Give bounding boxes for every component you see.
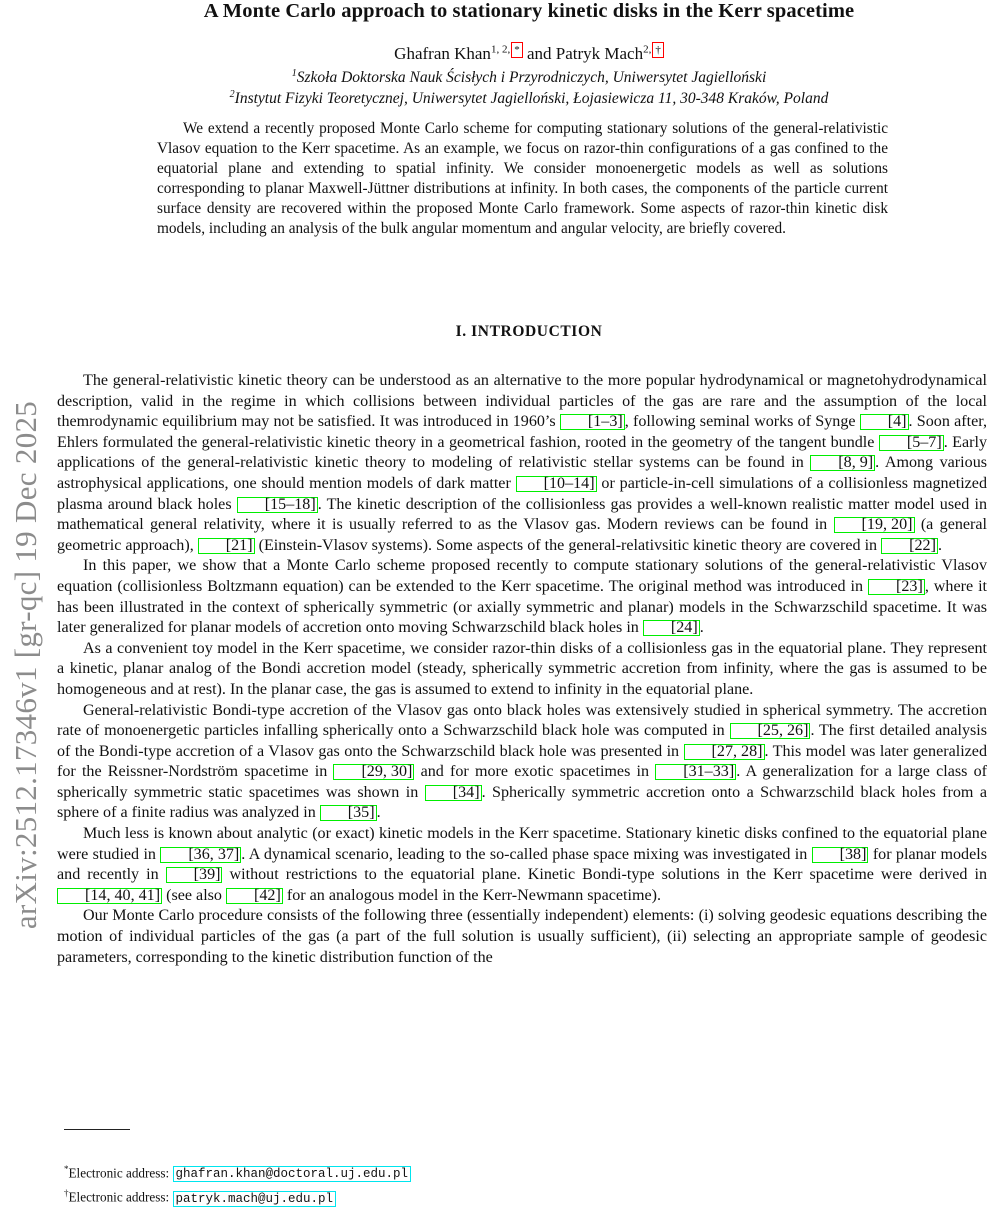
paragraph-text: (see also [162, 886, 226, 904]
paragraph-text: . Spherically symmetric accretion onto a Schwarzschild black holes from a sphere of a finite radius was analyzed in [57, 783, 988, 822]
citation-link[interactable]: [5–7] [879, 435, 944, 451]
paragraph-text: , following seminal works of Synge [624, 413, 860, 431]
footnote-1 [64, 1160, 411, 1184]
citation-link[interactable]: [22] [881, 538, 938, 554]
footnote-link[interactable]: * [511, 42, 523, 58]
paragraph-text: (a general geometric approach), [57, 516, 987, 554]
footnote-mark: * [64, 1164, 69, 1174]
citation-link[interactable]: [31–33] [655, 764, 736, 780]
arxiv-stamp-text: arXiv:2512.17346v1 [gr-qc] 19 Dec 2025 [8, 400, 43, 930]
affiliation-text: Instytut Fizyki Teoretycznej, Uniwersytet Jagielloński, Łojasiewicza 11, 30-348 Kraków, Poland [234, 90, 829, 108]
affiliation-superscript: 1, 2, [490, 43, 511, 56]
paragraph-text: . [376, 804, 381, 822]
citation-link[interactable]: [19, 20] [834, 517, 915, 533]
paragraph-text: . [699, 619, 704, 637]
footnotes [64, 1160, 411, 1209]
citation-link[interactable]: [36, 37] [160, 847, 241, 863]
paragraph-text: . The first detailed analysis of the Bondi-type accretion of a Vlasov gas onto the Schwarzschild black hole was presented in [57, 722, 988, 760]
citation-link[interactable]: [15–18] [237, 497, 318, 513]
citation-link[interactable]: [25, 26] [730, 723, 811, 739]
paragraph-text: Much less is known about analytic (or exact) kinetic models in the Kerr spacetime. Stationary kinetic disks confined to the equatorial plane were studied in [57, 825, 987, 863]
paragraph-text: , where it has been illustrated in the context of spherically symmetric (or axially symmetric and planar) models in the Schwarzschild spacetime. It was later generalized for planar models of accretion onto moving Schwarzschild black holes in [57, 577, 988, 637]
citation-link[interactable]: [21] [198, 538, 255, 554]
paragraph-text: (Einstein-Vlasov systems). Some aspects of the general-relativsitic kinetic theory are covered in [254, 536, 882, 554]
citation-link[interactable]: [39] [166, 867, 223, 883]
paragraph [57, 556, 987, 638]
affiliation-2 [0, 89, 988, 108]
author-name: Ghafran Khan [394, 44, 491, 63]
paragraph-text: . Among various astrophysical applications, one should mention models of dark matter [57, 454, 987, 492]
paragraph-text: without restrictions to the equatorial plane. Kinetic Bondi-type solutions in the Kerr spacetime were derived in [222, 866, 987, 884]
paragraph-text: Our Monte Carlo procedure consists of the following three (essentially independent) elements: (i) solving geodesic equations describing the motion of individual particles of the gas (a part of the full solution is usually sufficient), (ii) selecting an appropriate sample of geodesic parameters, corresponding to the kinetic distribution function of the [57, 907, 987, 966]
arxiv-stamp [0, 340, 50, 990]
affiliation-text: Szkoła Doktorska Nauk Ścisłych i Przyrodniczych, Uniwersytet Jagielloński [296, 69, 767, 87]
paragraph-text: . Early applications of the general-relativistic kinetic theory to modeling of relativistic stellar systems can be found in [57, 433, 987, 472]
citation-link[interactable]: [4] [860, 414, 909, 430]
paragraph-text: General-relativistic Bondi-type accretion of the Vlasov gas onto black holes was extensively studied in spherical symmetry. The accretion rate of monoenergetic particles infalling spherically onto a Schwarzschild black hole was computed in [57, 701, 987, 740]
author-conjunction: and [526, 44, 552, 63]
citation-link[interactable]: [38] [812, 847, 869, 863]
citation-link[interactable]: [23] [868, 579, 925, 595]
citation-link[interactable]: [34] [425, 785, 482, 801]
email-link[interactable]: ghafran.khan@doctoral.uj.edu.pl [173, 1166, 412, 1182]
footnote-label: Electronic address: [68, 1165, 170, 1181]
citation-link[interactable]: [24] [643, 620, 700, 636]
paragraph [57, 371, 987, 556]
paragraph [57, 906, 987, 968]
paragraph [57, 639, 987, 701]
footnote-rule [64, 1129, 130, 1130]
affiliation-1 [0, 68, 988, 87]
email-link[interactable]: patryk.mach@uj.edu.pl [173, 1191, 337, 1207]
paragraph-text: In this paper, we show that a Monte Carlo scheme proposed recently to compute stationary solutions of the general-relativistic Vlasov equation (collisionless Boltzmann equation) can be extended to the Kerr spacetime. The original method was introduced in [57, 557, 987, 595]
affiliation-number: 2 [229, 89, 235, 100]
paragraph [57, 824, 987, 906]
author-name: Patryk Mach [555, 44, 644, 63]
affiliation-number: 1 [291, 68, 297, 79]
citation-link[interactable]: [1–3] [560, 414, 625, 430]
citation-link[interactable]: [27, 28] [684, 744, 765, 760]
footnote-2 [64, 1184, 411, 1208]
section-heading: I. INTRODUCTION [455, 323, 603, 340]
paragraph-text: for an analogous model in the Kerr-Newmann spacetime). [282, 886, 662, 904]
introduction-body [57, 371, 987, 968]
paragraph [57, 701, 987, 825]
footnote-label: Electronic address: [68, 1189, 170, 1205]
paragraph-text: and for more exotic spacetimes in [414, 763, 656, 781]
paragraph-text: The general-relativistic kinetic theory can be understood as an alternative to the more popular hydrodynamical or magnetohydrodynamical description, valid in the regime in which collisions between individual particles of the gas are rare and the assumption of the local themrodynamic equilibrium may not be satisfied. It was introduced in 1960’s [57, 372, 987, 431]
paragraph-text: . Soon after, Ehlers formulated the general-relativistic kinetic theory in a geometrical fashion, rooted in the geometry of the tangent bundle [57, 413, 987, 451]
citation-link[interactable]: [14, 40, 41] [57, 888, 162, 904]
paragraph-text: or particle-in-cell simulations of a collisionless magnetized plasma around black holes [57, 474, 988, 513]
citation-link[interactable]: [29, 30] [333, 764, 414, 780]
paragraph-text: for planar models and recently in [57, 845, 987, 884]
paper-title: A Monte Carlo approach to stationary kinetic disks in the Kerr spacetime [203, 0, 855, 22]
citation-link[interactable]: [35] [320, 805, 377, 821]
paragraph-text: . A generalization for a large class of spherically symmetric static spacetimes was shown in [57, 763, 987, 801]
author-line [0, 42, 988, 64]
abstract: We extend a recently proposed Monte Carlo scheme for computing stationary solutions of the general-relativistic Vlasov equation to the Kerr spacetime. As an example, we focus on razor-thin configurations of a gas confined to the equatorial plane and extending to spatial infinity. We consider monoenergetic models as well as solutions corresponding to planar Maxwell-Jüttner distributions at infinity. In both cases, the components of the particle current surface density are recovered within the proposed Monte Carlo framework. Some aspects of razor-thin kinetic disk models, including an analysis of the bulk angular momentum and angular velocity, are briefly covered. [157, 120, 888, 237]
paragraph-text: As a convenient toy model in the Kerr spacetime, we consider razor-thin disks of a collisionless gas in the equatorial plane. They represent a kinetic, planar analog of the Bondi accretion model (steady, spherically symmetric accretion from infinity, where the gas is assumed to be homogeneous and at rest). In the planar case, the gas is assumed to extend to infinity in the equatorial plane. [57, 639, 987, 698]
affiliation-superscript: 2, [643, 43, 652, 56]
footnote-link[interactable]: † [652, 42, 664, 58]
citation-link[interactable]: [10–14] [516, 476, 597, 492]
paragraph-text: . [937, 536, 942, 554]
paragraph-text: . A dynamical scenario, leading to the so-called phase space mixing was investigated in [241, 845, 812, 863]
citation-link[interactable]: [42] [226, 888, 283, 904]
citation-link[interactable]: [8, 9] [810, 455, 875, 471]
paragraph-text: . This model was later generalized for the Reissner-Nordström spacetime in [57, 742, 987, 781]
paragraph-text: . The kinetic description of the collisionless gas provides a well-known realistic matter model used in mathematical general relativity, where it is usually referred to as the Vlasov gas. Modern reviews can be found in [57, 495, 987, 534]
footnote-mark: † [64, 1188, 69, 1199]
